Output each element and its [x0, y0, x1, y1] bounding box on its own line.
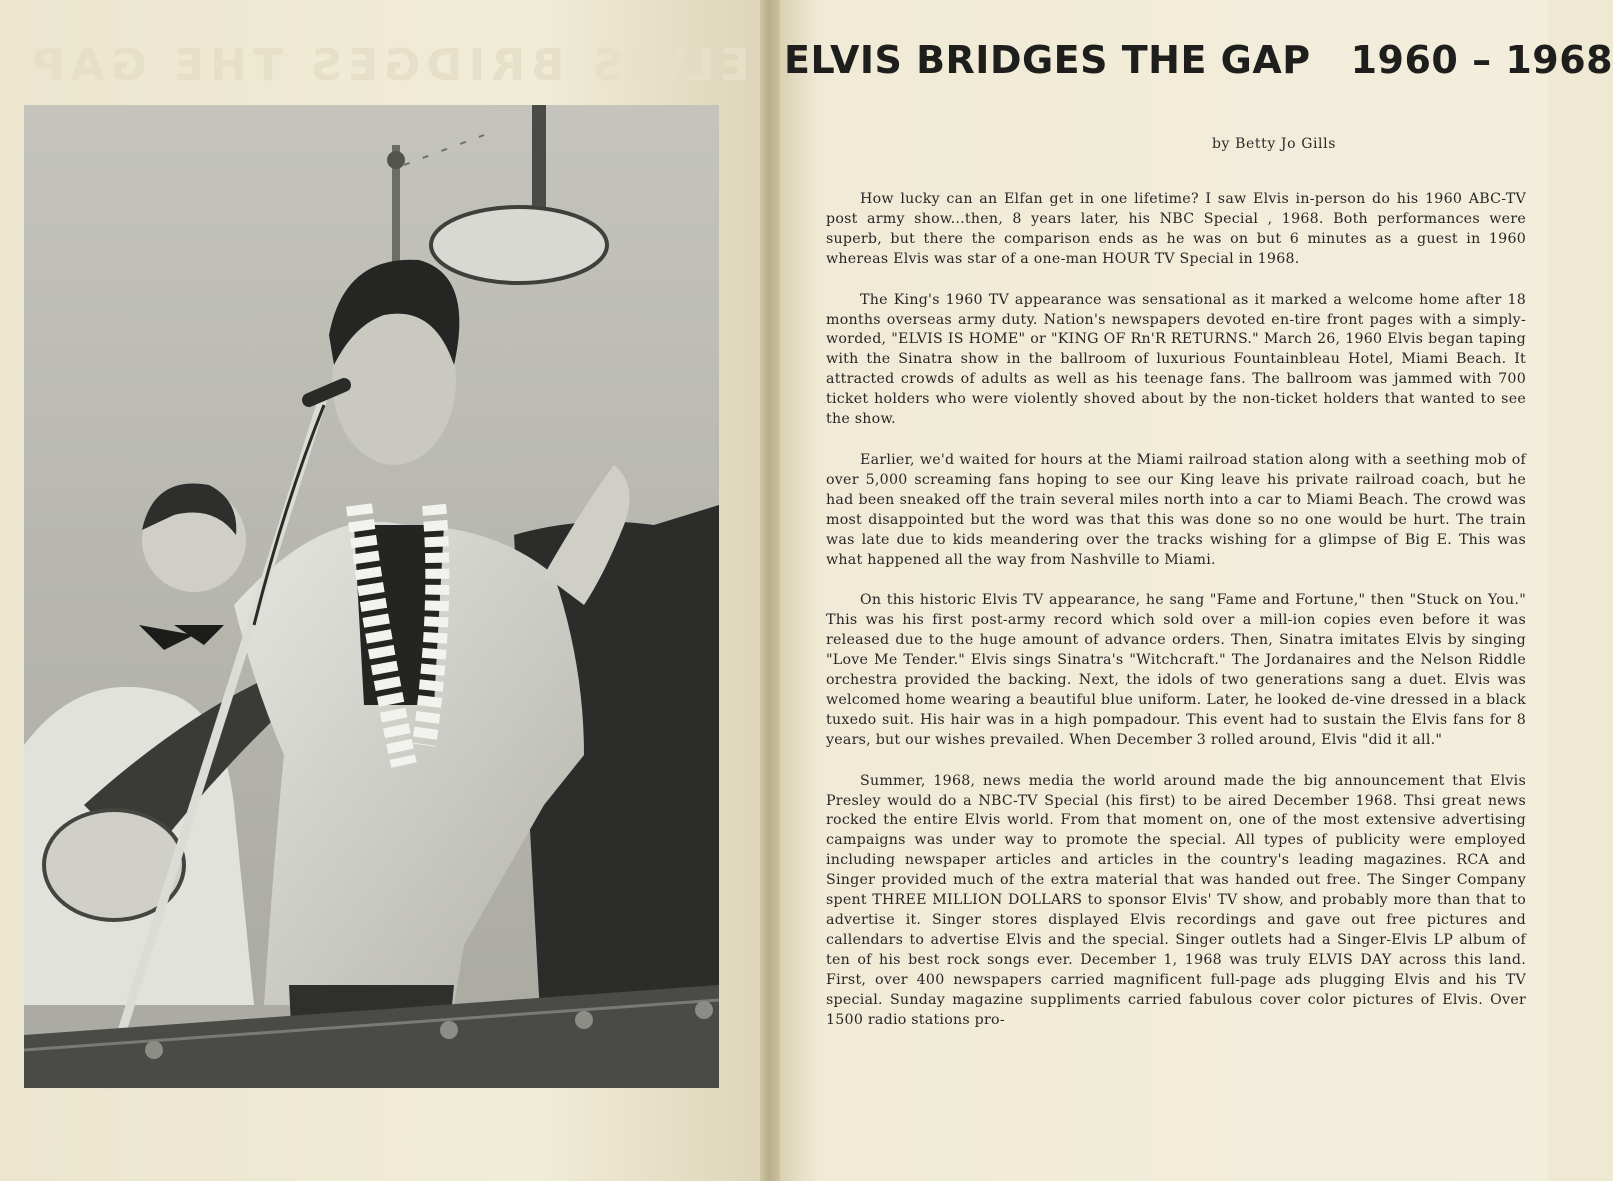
- title-text: ELVIS BRIDGES THE GAP: [784, 38, 1311, 82]
- paragraph-1: How lucky can an Elfan get in one lifetime? I saw Elvis in-person do his 1960 ABC-TV post army show...then, 8 years later, his NBC Special , 1968. Both performances were superb, but there the comparison ends as he was on but 6 minutes as a guest in 1960 whereas Elvis was star of a one-man HOUR TV Special in 1968.: [826, 191, 1526, 267]
- paragraph-5: Summer, 1968, news media the world around made the big announcement that Elvis Presley would do a NBC-TV Special (his first) to be aired December 1968. Thsi great news rocked the entire Elvis world. From that moment on, one of the most extensive advertising campaigns was under way to promote the special. All types of publicity were employed including newspaper articles and articles in the country's leading magazines. RCA and Singer provided much of the extra material that was handed out free. The Singer Company spent THREE MILLION DOLLARS to sponsor Elvis' TV show, and probably more than that to advertise it. Singer stores displayed Elvis recordings and gave out free pictures and callendars to advertise Elvis and the special. Singer outlets had a Singer-Elvis LP album of ten of his best rock songs ever. December 1, 1968 was truly ELVIS DAY across this land. First, over 400 newspapers carried magnificent full-page ads plugging Elvis and his TV special. Sunday magazine suppliments carried fabulous cover color pictures of Elvis. Over 1500 radio stations pro-: [826, 772, 1526, 1028]
- byline: by Betty Jo Gills: [1212, 136, 1336, 152]
- article-title: [784, 38, 1613, 82]
- paragraph-2: The King's 1960 TV appearance was sensational as it marked a welcome home after 18 months overseas army duty. Nation's newspapers devoted en-tire front pages with a simply-worded, "ELVIS IS HOME" or "KING OF Rn'R RETURNS." March 26, 1960 Elvis began taping with the Sinatra show in the ballroom of luxurious Fountainbleau Hotel, Miami Beach. It attracted crowds of adults as well as his teenage fans. The ballroom was jammed with 700 ticket holders who were violently shoved about by the non-ticket holders that wanted to see the show.: [826, 291, 1526, 428]
- page-gutter: [760, 0, 780, 1181]
- article-body: [826, 190, 1526, 1030]
- bleed-through-title: ELVIS BRIDGES THE GAP: [26, 40, 750, 91]
- paragraph-4: On this historic Elvis TV appearance, he sang "Fame and Fortune," then "Stuck on You." This was his first post-army record which sold over a mill-ion copies even before it was released due to the huge amount of advance orders. Then, Sinatra imitates Elvis by singing "Love Me Tender." Elvis sings Sinatra's "Witchcraft." The Jordanaires and the Nelson Riddle orchestra provided the backing. Next, the idols of two generations sang a duet. Elvis was welcomed home wearing a beautiful blue uniform. Later, he looked de-vine dressed in a black tuxedo suit. His hair was in a high pompadour. This event had to sustain the Elvis fans for 8 years, but our wishes prevailed. When December 3 rolled around, Elvis "did it all.": [826, 592, 1526, 748]
- paragraph-3: Earlier, we'd waited for hours at the Miami railroad station along with a seething mob of over 5,000 screaming fans hoping to see our King leave his private railroad coach, but he had been sneaked off the train several miles north into a car to Miami Beach. The crowd was most disappointed but the word was that this was done so no one would be hurt. The train was late due to kids meandering over the tracks wishing for a glimpse of Big E. This was what happened all the way from Nashville to Miami.: [826, 451, 1526, 568]
- elvis-performing-photo: [24, 105, 719, 1088]
- title-years: 1960 – 1968: [1350, 38, 1613, 82]
